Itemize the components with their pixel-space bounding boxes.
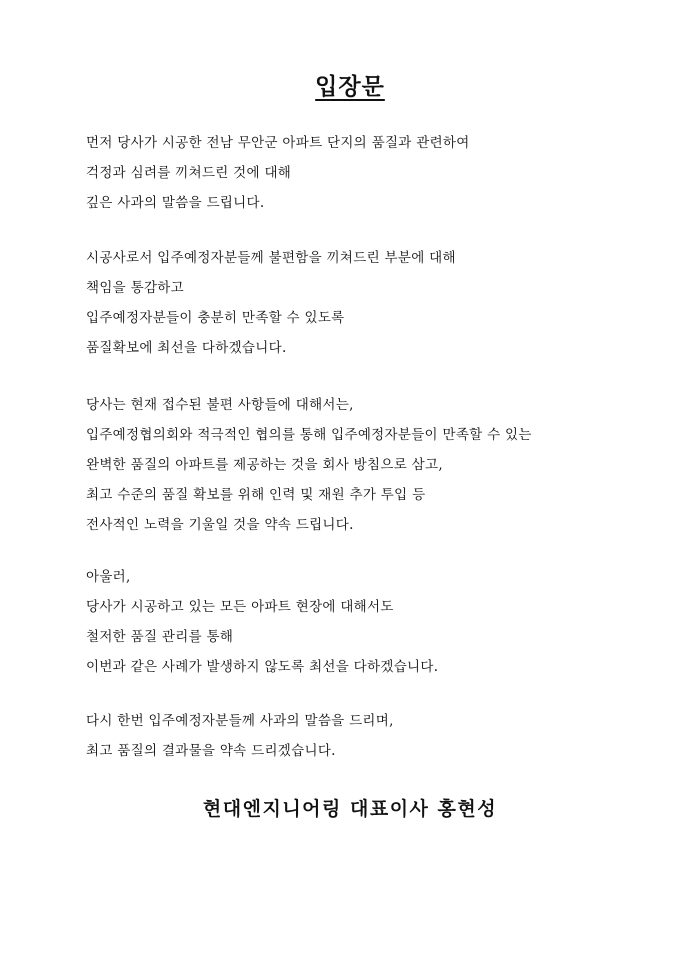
text-line: 최고 수준의 품질 확보를 위해 인력 및 재원 추가 투입 등 bbox=[86, 487, 426, 503]
text-line: 이번과 같은 사례가 발생하지 않도록 최선을 다하겠습니다. bbox=[86, 659, 439, 675]
text-line: 품질확보에 최선을 다하겠습니다. bbox=[86, 340, 287, 356]
signature: 현대엔지니어링 대표이사 홍현성 bbox=[202, 798, 498, 820]
text-line: 입주예정협의회와 적극적인 협의를 통해 입주예정자분들이 만족할 수 있는 bbox=[86, 427, 532, 443]
paragraph-closing bbox=[86, 706, 686, 766]
text-line: 당사가 시공하고 있는 모든 아파트 현장에 대해서도 bbox=[86, 599, 394, 615]
text-line: 다시 한번 입주예정자분들께 사과의 말씀을 드리며, bbox=[86, 713, 394, 729]
text-line: 당사는 현재 접수된 불편 사항들에 대해서는, bbox=[86, 397, 354, 413]
text-line: 아울러, bbox=[86, 569, 131, 585]
paragraph-apology bbox=[86, 128, 686, 218]
title-text: 입장문 bbox=[315, 73, 385, 100]
text-line: 전사적인 노력을 기울일 것을 약속 드립니다. bbox=[86, 517, 354, 533]
text-line: 깊은 사과의 말씀을 드립니다. bbox=[86, 195, 265, 211]
text-line: 책임을 통감하고 bbox=[86, 280, 184, 296]
page-title bbox=[0, 68, 700, 101]
text-line: 최고 품질의 결과물을 약속 드리겠습니다. bbox=[86, 743, 336, 759]
text-line: 입주예정자분들이 충분히 만족할 수 있도록 bbox=[86, 310, 345, 326]
text-line: 걱정과 심려를 끼쳐드린 것에 대해 bbox=[86, 165, 292, 181]
text-line: 먼저 당사가 시공한 전남 무안군 아파트 단지의 품질과 관련하여 bbox=[86, 135, 470, 151]
text-line: 시공사로서 입주예정자분들께 불편함을 끼쳐드린 부분에 대해 bbox=[86, 250, 456, 266]
text-line: 철저한 품질 관리를 통해 bbox=[86, 629, 234, 645]
paragraph-policy bbox=[86, 390, 686, 540]
paragraph-responsibility bbox=[86, 243, 686, 363]
text-line: 완벽한 품질의 아파트를 제공하는 것을 회사 방침으로 삼고, bbox=[86, 457, 443, 473]
paragraph-quality-control bbox=[86, 562, 686, 682]
